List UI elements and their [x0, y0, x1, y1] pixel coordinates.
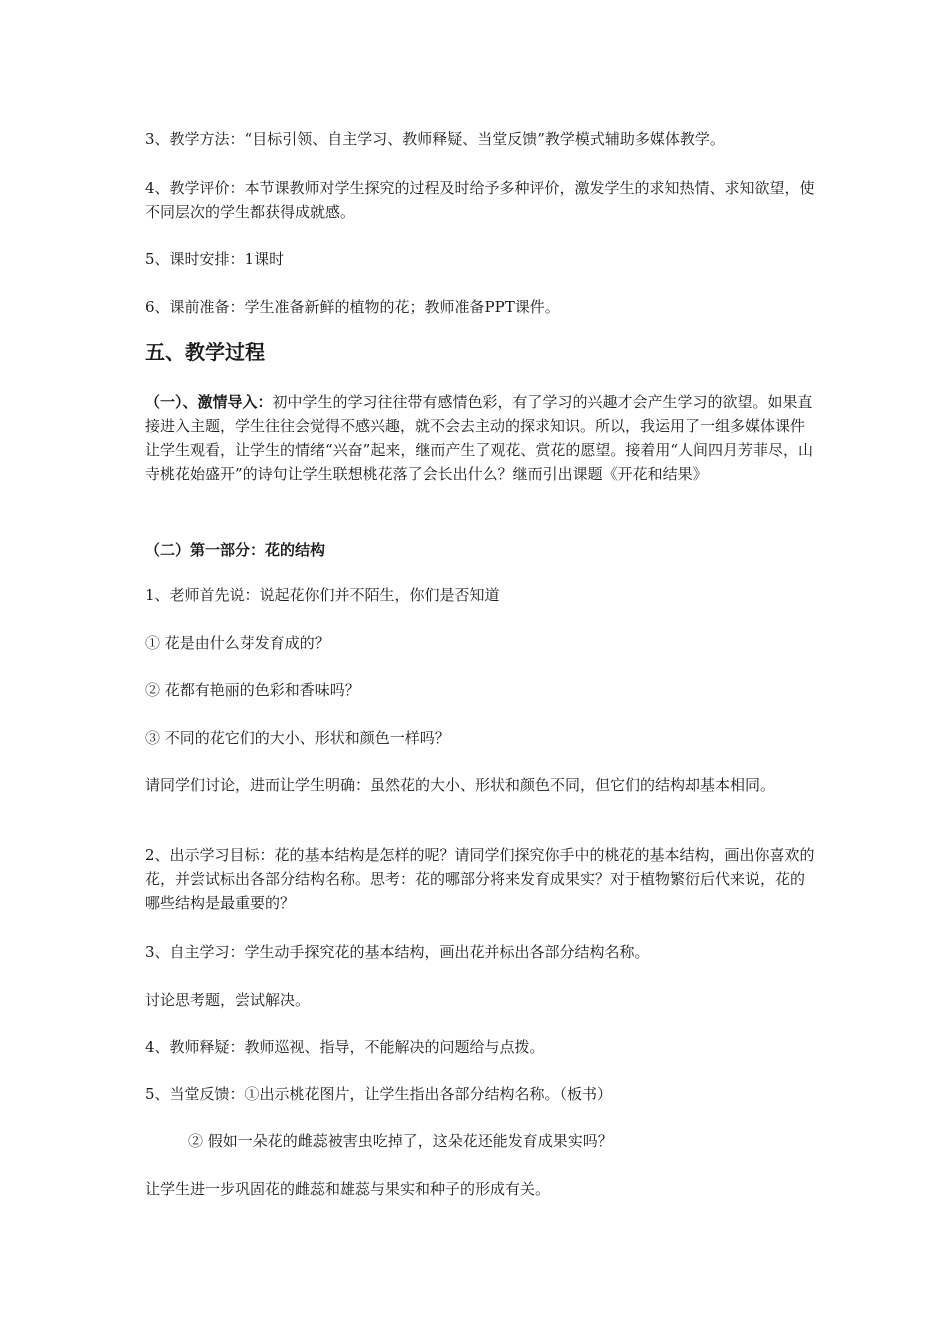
intro-paragraph — [145, 390, 815, 486]
section-title: 五、教学过程 — [145, 340, 265, 364]
question-1: ① 花是由什么芽发育成的？ — [145, 634, 330, 652]
step-3: 3、自主学习：学生动手探究花的基本结构，画出花并标出各部分结构名称。 — [145, 943, 650, 961]
step-3-followup: 讨论思考题，尝试解决。 — [145, 991, 311, 1009]
intro-lead: （一）、激情导入： — [145, 393, 273, 411]
teaching-method-item: 3、教学方法：“目标引领、自主学习、教师释疑、当堂反馈”教学模式辅助多媒体教学。 — [145, 130, 725, 148]
intro-body: 初中学生的学习往往带有感情色彩，有了学习的兴趣才会产生学习的欲望。如果直接进入主题，学生往往会觉得不感兴趣，就不会去主动的探求知识。所以，我运用了一组多媒体课件让学生观看，让学生的情绪“兴奋”起来，继而产生了观花、赏花的愿望。接着用“人间四月芳菲尽，山寺桃花始盛开”的诗句让学生联想桃花落了会长出什么？继而引出课题《开花和结果》 — [145, 393, 814, 483]
step-5: 5、当堂反馈：①出示桃花图片，让学生指出各部分结构名称。（板书） — [145, 1085, 613, 1103]
part-one-title: （二）第一部分：花的结构 — [145, 541, 326, 559]
step-1: 1、老师首先说：说起花你们并不陌生，你们是否知道 — [145, 586, 500, 604]
conclusion-paragraph: 让学生进一步巩固花的雌蕊和雄蕊与果实和种子的形成有关。 — [145, 1180, 551, 1198]
step-5-question: ② 假如一朵花的雌蕊被害虫吃掉了，这朵花还能发育成果实吗？ — [188, 1132, 613, 1150]
step-4: 4、教师释疑：教师巡视、指导，不能解决的问题给与点拨。 — [145, 1038, 545, 1056]
preparation-item: 6、课前准备：学生准备新鲜的植物的花；教师准备PPT课件。 — [145, 298, 560, 316]
discussion-paragraph: 请同学们讨论，进而让学生明确：虽然花的大小、形状和颜色不同，但它们的结构却基本相同。 — [145, 776, 776, 794]
step-2: 2、出示学习目标：花的基本结构是怎样的呢？请同学们探究你手中的桃花的基本结构，画出你喜欢的花，并尝试标出各部分结构名称。思考：花的哪部分将来发育成果实？对于植物繁衍后代来说，花的哪些结构是最重要的？ — [145, 846, 815, 912]
schedule-item: 5、课时安排：1课时 — [145, 250, 285, 268]
teaching-evaluation-item: 4、教学评价：本节课教师对学生探究的过程及时给予多种评价，激发学生的求知热情、求知欲望，使不同层次的学生都获得成就感。 — [145, 179, 815, 221]
question-3: ③ 不同的花它们的大小、形状和颜色一样吗？ — [145, 729, 450, 747]
question-2: ② 花都有艳丽的色彩和香味吗？ — [145, 681, 360, 699]
